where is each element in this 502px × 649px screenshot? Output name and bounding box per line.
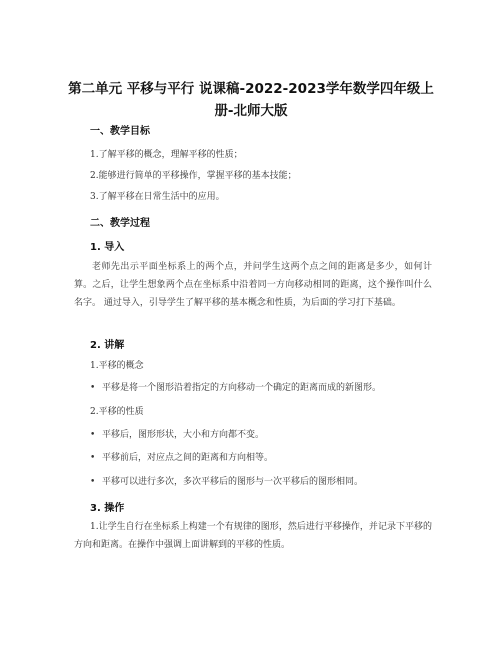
document-title: 第二单元 平移与平行 说课稿-2022-2023学年数学四年级上册-北师大版 [68,81,434,119]
property-bullet-2 [90,450,273,463]
subheading-operation: 3. 操作 [90,503,125,514]
operation-paragraph: 1.让学生自行在坐标系上构建一个有规律的图形，然后进行平移操作，并记录下平移的方向和距离。在操作中强调上面讲解到的平移的性质。 [74,522,432,550]
bullet-dot: • [90,453,96,463]
section-heading-teaching-process: 二、教学过程 [90,218,150,229]
concept-label: 1.平移的概念 [90,361,144,371]
property-label: 2.平移的性质 [90,407,144,417]
intro-paragraph: 老师先出示平面坐标系上的两个点，并问学生这两个点之间的距离是多少，如何计算。之后，让学生想象两个点在坐标系中沿着同一方向移动相同的距离，这个操作叫什么名字。 通过导入，引导学生了解平移的基本概念和性质，为后面的学习打下基础。 [74,262,432,308]
goal-item-1: 1.了解平移的概念，理解平移的性质； [90,150,243,160]
bullet-dot: • [90,477,96,487]
goal-item-3: 3.了解平移在日常生活中的应用。 [90,192,225,202]
subheading-intro: 1. 导入 [90,242,125,253]
property-bullet-3 [90,474,363,487]
bullet-dot: • [90,383,96,393]
bullet-dot: • [90,430,96,440]
section-heading-teaching-goals: 一、教学目标 [90,126,150,137]
subheading-lecture: 2. 讲解 [90,340,125,351]
bullet-text: 平移后，图形形状，大小和方向都不变。 [102,430,265,440]
bullet-text: 平移前后，对应点之间的距离和方向相等。 [102,453,274,463]
property-bullet-1 [90,427,264,440]
concept-bullet-1 [90,380,381,393]
goal-item-2: 2.能够进行简单的平移操作，掌握平移的基本技能； [90,171,297,181]
bullet-text: 平移可以进行多次，多次平移后的图形与一次平移后的图形相同。 [102,477,364,487]
bullet-text: 平移是将一个图形沿着指定的方向移动一个确定的距离而成的新图形。 [102,383,382,393]
